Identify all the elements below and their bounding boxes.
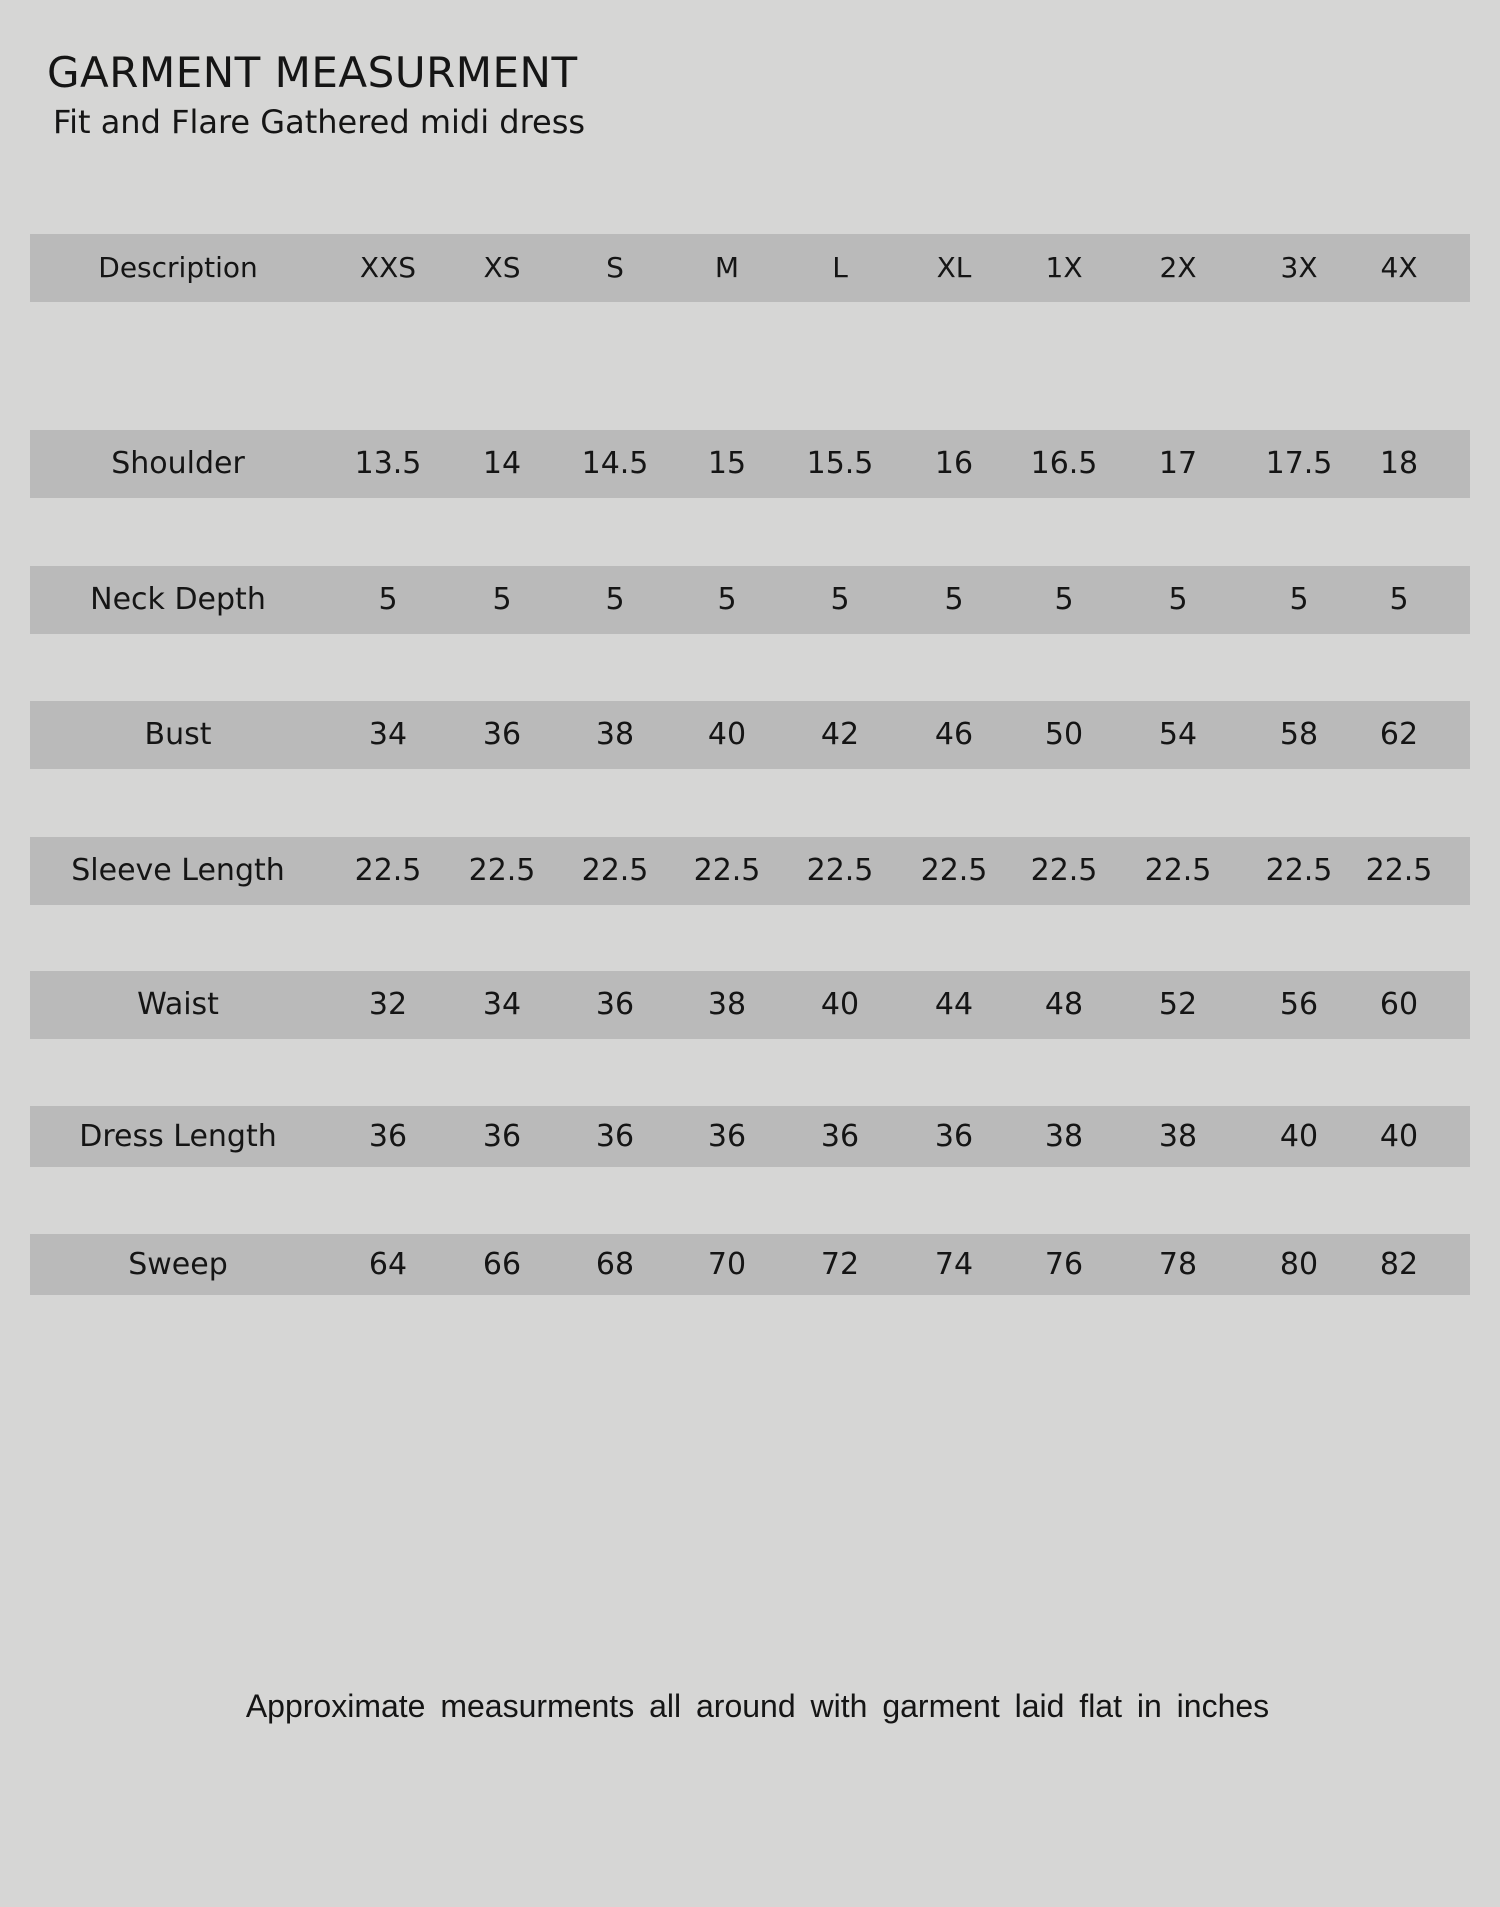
cell-sweep-m: 70 — [707, 1246, 747, 1282]
header-size-1x: 1X — [1045, 251, 1083, 284]
table-row-bust — [30, 701, 1470, 769]
cell-sleeve-length-1x: 22.5 — [1030, 853, 1098, 888]
cell-bust-3x: 58 — [1279, 717, 1319, 752]
cell-waist-xl: 44 — [934, 987, 974, 1022]
cell-neck-depth-3x: 5 — [1289, 582, 1309, 617]
cell-dress-length-1x: 38 — [1044, 1118, 1084, 1154]
row-label-bust: Bust — [144, 717, 212, 752]
cell-shoulder-4x: 18 — [1379, 446, 1419, 481]
cell-bust-m: 40 — [707, 717, 747, 752]
cell-bust-1x: 50 — [1044, 717, 1084, 752]
page-title: GARMENT MEASURMENT — [47, 48, 578, 97]
row-label-neck-depth: Neck Depth — [90, 582, 266, 617]
row-label-waist: Waist — [137, 987, 219, 1022]
header-size-xs: XS — [483, 251, 521, 284]
cell-neck-depth-xs: 5 — [492, 582, 512, 617]
cell-neck-depth-m: 5 — [717, 582, 737, 617]
page-subtitle: Fit and Flare Gathered midi dress — [53, 103, 586, 141]
header-size-s: S — [606, 251, 624, 284]
cell-sweep-4x: 82 — [1379, 1246, 1419, 1282]
cell-bust-xxs: 34 — [368, 717, 408, 752]
cell-bust-4x: 62 — [1379, 717, 1419, 752]
cell-neck-depth-xxs: 5 — [378, 582, 398, 617]
cell-sweep-3x: 80 — [1279, 1246, 1319, 1282]
cell-dress-length-xxs: 36 — [368, 1118, 408, 1154]
cell-sleeve-length-xxs: 22.5 — [354, 853, 422, 888]
cell-shoulder-3x: 17.5 — [1265, 446, 1333, 481]
cell-waist-2x: 52 — [1158, 987, 1198, 1022]
row-label-sleeve-length: Sleeve Length — [71, 853, 285, 888]
cell-neck-depth-s: 5 — [605, 582, 625, 617]
cell-waist-3x: 56 — [1279, 987, 1319, 1022]
cell-waist-m: 38 — [707, 987, 747, 1022]
cell-waist-4x: 60 — [1379, 987, 1419, 1022]
cell-shoulder-2x: 17 — [1158, 446, 1198, 481]
cell-waist-l: 40 — [820, 987, 860, 1022]
cell-sleeve-length-2x: 22.5 — [1144, 853, 1212, 888]
cell-neck-depth-l: 5 — [830, 582, 850, 617]
cell-shoulder-xxs: 13.5 — [354, 446, 422, 481]
header-size-3x: 3X — [1280, 251, 1318, 284]
cell-bust-xs: 36 — [482, 717, 522, 752]
row-label-dress-length: Dress Length — [79, 1118, 277, 1154]
header-size-l: L — [832, 251, 848, 284]
cell-sweep-s: 68 — [595, 1246, 635, 1282]
cell-sweep-l: 72 — [820, 1246, 860, 1282]
header-description: Description — [98, 251, 258, 284]
cell-sweep-2x: 78 — [1158, 1246, 1198, 1282]
cell-sleeve-length-m: 22.5 — [693, 853, 761, 888]
cell-shoulder-m: 15 — [707, 446, 747, 481]
cell-sleeve-length-3x: 22.5 — [1265, 853, 1333, 888]
cell-sleeve-length-xl: 22.5 — [920, 853, 988, 888]
cell-bust-s: 38 — [595, 717, 635, 752]
cell-shoulder-l: 15.5 — [806, 446, 874, 481]
cell-shoulder-xl: 16 — [934, 446, 974, 481]
cell-bust-xl: 46 — [934, 717, 974, 752]
cell-dress-length-xs: 36 — [482, 1118, 522, 1154]
cell-sleeve-length-s: 22.5 — [581, 853, 649, 888]
cell-dress-length-3x: 40 — [1279, 1118, 1319, 1154]
table-row-waist — [30, 971, 1470, 1039]
cell-sleeve-length-l: 22.5 — [806, 853, 874, 888]
cell-waist-xs: 34 — [482, 987, 522, 1022]
cell-dress-length-xl: 36 — [934, 1118, 974, 1154]
cell-shoulder-1x: 16.5 — [1030, 446, 1098, 481]
table-row-sweep — [30, 1234, 1470, 1295]
cell-waist-1x: 48 — [1044, 987, 1084, 1022]
cell-waist-xxs: 32 — [368, 987, 408, 1022]
cell-shoulder-xs: 14 — [482, 446, 522, 481]
table-row-shoulder — [30, 430, 1470, 498]
cell-dress-length-m: 36 — [707, 1118, 747, 1154]
cell-dress-length-s: 36 — [595, 1118, 635, 1154]
cell-sweep-xl: 74 — [934, 1246, 974, 1282]
footnote: Approximate measurments all around with garment laid flat in inches — [245, 1688, 1270, 1724]
header-size-m: M — [714, 251, 740, 284]
row-label-shoulder: Shoulder — [111, 446, 245, 481]
cell-sweep-xs: 66 — [482, 1246, 522, 1282]
header-size-4x: 4X — [1380, 251, 1418, 284]
cell-neck-depth-2x: 5 — [1168, 582, 1188, 617]
cell-neck-depth-xl: 5 — [944, 582, 964, 617]
cell-dress-length-2x: 38 — [1158, 1118, 1198, 1154]
cell-sweep-1x: 76 — [1044, 1246, 1084, 1282]
header-size-xxs: XXS — [359, 251, 417, 284]
cell-bust-l: 42 — [820, 717, 860, 752]
cell-shoulder-s: 14.5 — [581, 446, 649, 481]
cell-sweep-xxs: 64 — [368, 1246, 408, 1282]
header-size-2x: 2X — [1159, 251, 1197, 284]
cell-waist-s: 36 — [595, 987, 635, 1022]
cell-dress-length-l: 36 — [820, 1118, 860, 1154]
cell-bust-2x: 54 — [1158, 717, 1198, 752]
cell-sleeve-length-4x: 22.5 — [1365, 853, 1433, 888]
header-size-xl: XL — [936, 251, 972, 284]
cell-neck-depth-4x: 5 — [1389, 582, 1409, 617]
cell-dress-length-4x: 40 — [1379, 1118, 1419, 1154]
cell-neck-depth-1x: 5 — [1054, 582, 1074, 617]
cell-sleeve-length-xs: 22.5 — [468, 853, 536, 888]
row-label-sweep: Sweep — [128, 1246, 228, 1282]
